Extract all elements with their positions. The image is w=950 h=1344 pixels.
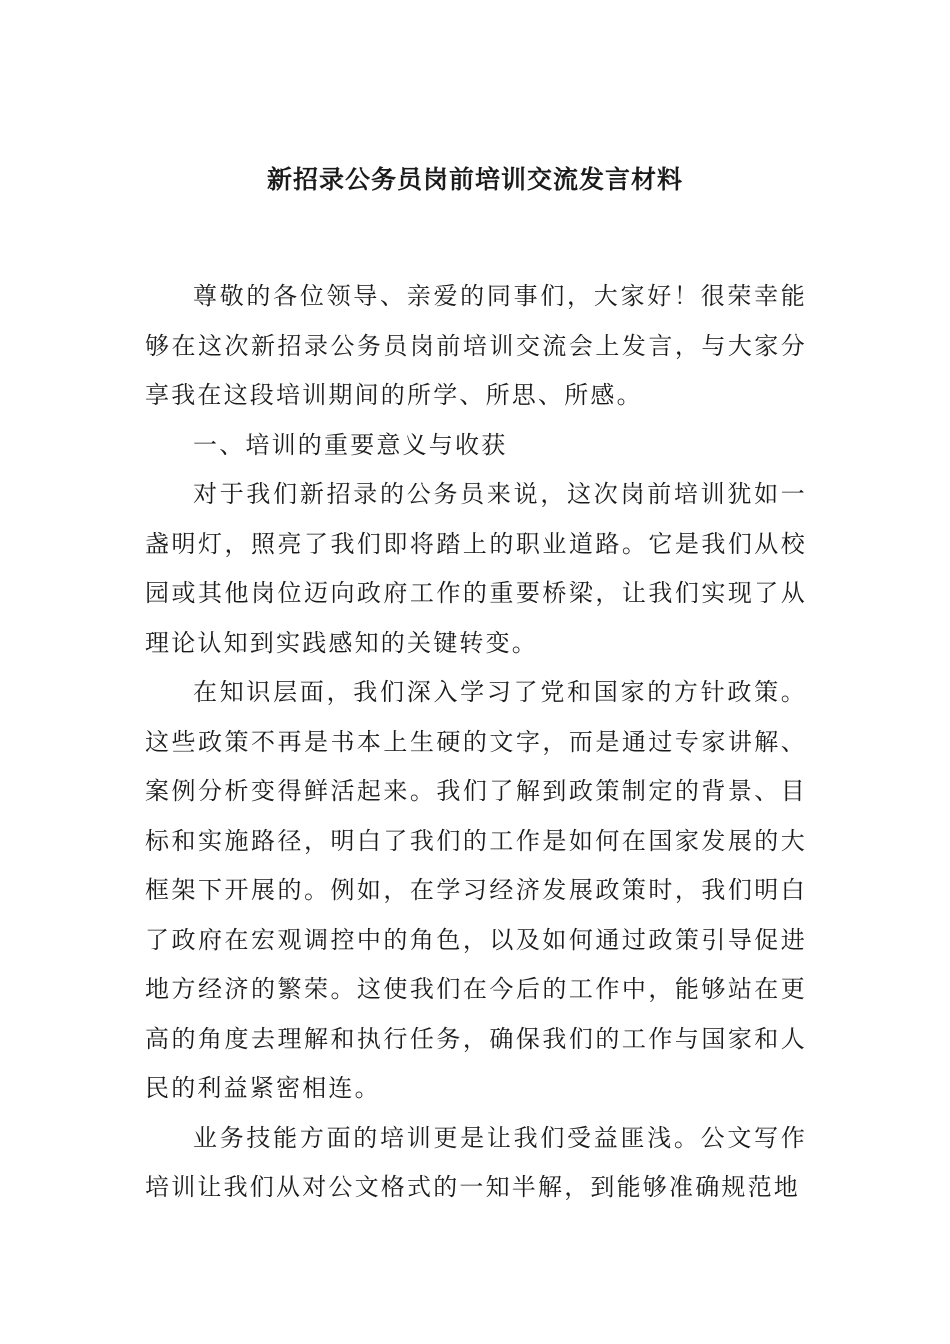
document-body xyxy=(145,272,807,1213)
paragraph-greeting: 尊敬的各位领导、亲爱的同事们，大家好！很荣幸能够在这次新招录公务员岗前培训交流会上发言，与大家分享我在这段培训期间的所学、所思、所感。 xyxy=(145,282,807,409)
document-title: 新招录公务员岗前培训交流发言材料 xyxy=(266,165,683,194)
paragraph-skills: 业务技能方面的培训更是让我们受益匪浅。公文写作培训让我们从对公文格式的一知半解，到能够准确规范地 xyxy=(145,1123,807,1201)
paragraph-knowledge: 在知识层面，我们深入学习了党和国家的方针政策。这些政策不再是书本上生硬的文字，而是通过专家讲解、案例分析变得鲜活起来。我们了解到政策制定的背景、目标和实施路径，明白了我们的工作是如何在国家发展的大框架下开展的。例如，在学习经济发展政策时，我们明白了政府在宏观调控中的角色，以及如何通过政策引导促进地方经济的繁荣。这使我们在今后的工作中，能够站在更高的角度去理解和执行任务，确保我们的工作与国家和人民的利益紧密相连。 xyxy=(145,678,807,1102)
section-heading: 一、培训的重要意义与收获 xyxy=(193,430,508,459)
paragraph-training-significance: 对于我们新招录的公务员来说，这次岗前培训犹如一盏明灯，照亮了我们即将踏上的职业道路。它是我们从校园或其他岗位迈向政府工作的重要桥梁，让我们实现了从理论认知到实践感知的关键转变。 xyxy=(145,480,807,657)
